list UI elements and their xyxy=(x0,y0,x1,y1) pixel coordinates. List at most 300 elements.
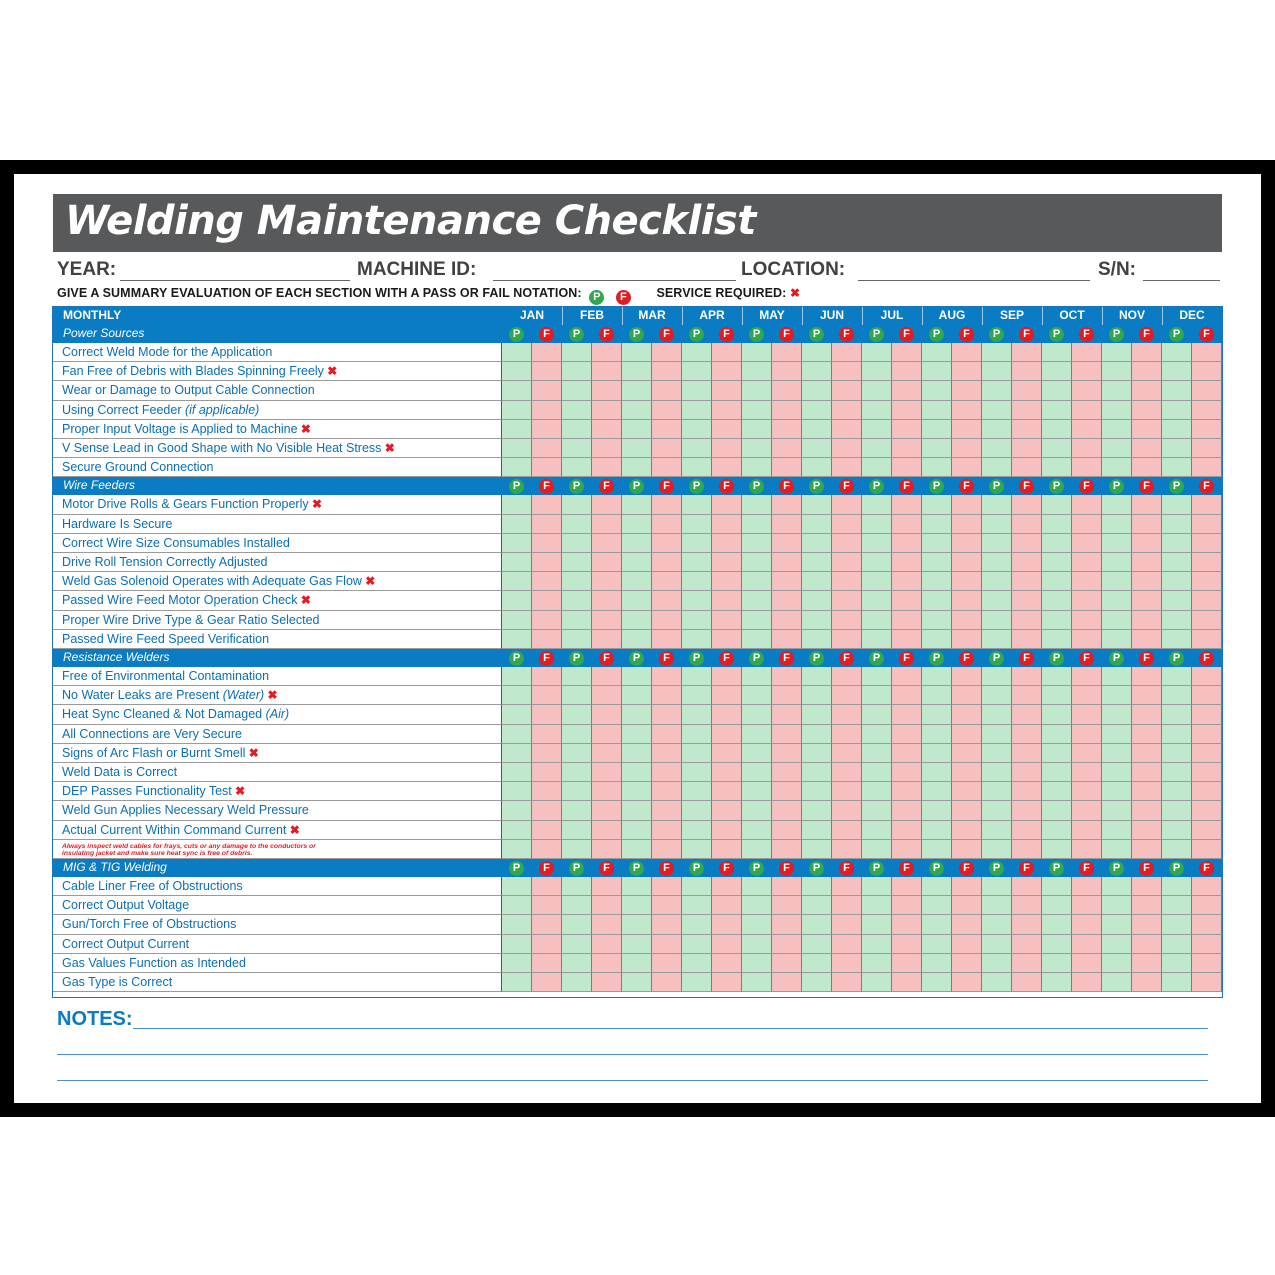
fail-cell[interactable] xyxy=(592,782,622,801)
fail-cell[interactable] xyxy=(952,420,982,439)
fail-badge[interactable]: F xyxy=(719,651,734,666)
fail-cell[interactable] xyxy=(712,591,742,610)
pass-cell[interactable] xyxy=(1162,534,1192,553)
pass-cell[interactable] xyxy=(1042,495,1072,514)
fail-cell[interactable] xyxy=(1012,401,1042,420)
fail-cell[interactable] xyxy=(952,725,982,744)
pass-cell[interactable] xyxy=(1162,630,1192,649)
fail-cell[interactable] xyxy=(712,973,742,992)
pass-cell[interactable] xyxy=(682,439,712,458)
pass-cell[interactable] xyxy=(922,611,952,630)
pass-cell[interactable] xyxy=(562,630,592,649)
pass-cell[interactable] xyxy=(502,515,532,534)
pass-cell[interactable] xyxy=(622,744,652,763)
fail-cell[interactable] xyxy=(772,667,802,686)
pass-cell[interactable] xyxy=(982,686,1012,705)
fail-cell[interactable] xyxy=(772,534,802,553)
pass-cell[interactable] xyxy=(1102,667,1132,686)
fail-cell[interactable] xyxy=(532,782,562,801)
pass-cell[interactable] xyxy=(502,495,532,514)
pass-cell[interactable] xyxy=(562,686,592,705)
fail-cell[interactable] xyxy=(1132,439,1162,458)
fail-cell[interactable] xyxy=(532,763,562,782)
pass-cell[interactable] xyxy=(622,343,652,362)
fail-cell[interactable] xyxy=(892,611,922,630)
fail-cell[interactable] xyxy=(772,686,802,705)
fail-cell[interactable] xyxy=(532,877,562,896)
pass-cell[interactable] xyxy=(682,973,712,992)
fail-cell[interactable] xyxy=(592,611,622,630)
pass-cell[interactable] xyxy=(982,954,1012,973)
fail-cell[interactable] xyxy=(952,591,982,610)
pass-cell[interactable] xyxy=(562,954,592,973)
pass-cell[interactable] xyxy=(682,553,712,572)
pass-cell[interactable] xyxy=(922,954,952,973)
pass-cell[interactable] xyxy=(862,667,892,686)
fail-cell[interactable] xyxy=(892,801,922,820)
pass-cell[interactable] xyxy=(622,763,652,782)
fail-cell[interactable] xyxy=(1192,744,1222,763)
fail-cell[interactable] xyxy=(1072,705,1102,724)
fail-cell[interactable] xyxy=(772,877,802,896)
fail-cell[interactable] xyxy=(892,782,922,801)
fail-cell[interactable] xyxy=(832,782,862,801)
fail-cell[interactable] xyxy=(892,495,922,514)
fail-badge[interactable]: F xyxy=(659,327,674,342)
fail-cell[interactable] xyxy=(652,495,682,514)
pass-cell[interactable] xyxy=(922,515,952,534)
fail-cell[interactable] xyxy=(892,553,922,572)
pass-cell[interactable] xyxy=(622,381,652,400)
fail-badge[interactable]: F xyxy=(899,327,914,342)
pass-cell[interactable] xyxy=(862,381,892,400)
pass-cell[interactable] xyxy=(562,840,592,859)
fail-cell[interactable] xyxy=(1012,611,1042,630)
pass-cell[interactable] xyxy=(922,840,952,859)
fail-cell[interactable] xyxy=(532,343,562,362)
pass-cell[interactable] xyxy=(802,954,832,973)
pass-cell[interactable] xyxy=(1162,553,1192,572)
pass-cell[interactable] xyxy=(922,686,952,705)
fail-badge[interactable]: F xyxy=(839,479,854,494)
pass-cell[interactable] xyxy=(982,495,1012,514)
pass-cell[interactable] xyxy=(502,821,532,840)
pass-cell[interactable] xyxy=(922,935,952,954)
fail-badge[interactable]: F xyxy=(899,861,914,876)
fail-cell[interactable] xyxy=(592,954,622,973)
pass-cell[interactable] xyxy=(1102,705,1132,724)
fail-cell[interactable] xyxy=(1132,420,1162,439)
pass-cell[interactable] xyxy=(922,362,952,381)
fail-cell[interactable] xyxy=(1192,954,1222,973)
pass-cell[interactable] xyxy=(1042,821,1072,840)
fail-badge[interactable]: F xyxy=(839,861,854,876)
pass-cell[interactable] xyxy=(802,420,832,439)
fail-cell[interactable] xyxy=(532,667,562,686)
fail-cell[interactable] xyxy=(832,591,862,610)
pass-cell[interactable] xyxy=(682,420,712,439)
pass-cell[interactable] xyxy=(922,572,952,591)
pass-cell[interactable] xyxy=(1162,840,1192,859)
pass-cell[interactable] xyxy=(502,572,532,591)
pass-cell[interactable] xyxy=(1102,744,1132,763)
fail-cell[interactable] xyxy=(1192,591,1222,610)
pass-cell[interactable] xyxy=(622,896,652,915)
pass-cell[interactable] xyxy=(862,553,892,572)
fail-cell[interactable] xyxy=(952,801,982,820)
fail-cell[interactable] xyxy=(1012,667,1042,686)
fail-cell[interactable] xyxy=(712,343,742,362)
pass-badge[interactable]: P xyxy=(689,479,704,494)
pass-badge[interactable]: P xyxy=(1049,327,1064,342)
pass-cell[interactable] xyxy=(622,705,652,724)
pass-cell[interactable] xyxy=(502,611,532,630)
pass-cell[interactable] xyxy=(922,725,952,744)
fail-cell[interactable] xyxy=(532,534,562,553)
fail-cell[interactable] xyxy=(772,381,802,400)
fail-cell[interactable] xyxy=(1192,630,1222,649)
fail-cell[interactable] xyxy=(652,935,682,954)
fail-cell[interactable] xyxy=(712,725,742,744)
fail-cell[interactable] xyxy=(1012,877,1042,896)
fail-cell[interactable] xyxy=(952,763,982,782)
fail-cell[interactable] xyxy=(1192,725,1222,744)
pass-cell[interactable] xyxy=(982,611,1012,630)
pass-badge[interactable]: P xyxy=(509,327,524,342)
fail-cell[interactable] xyxy=(1132,630,1162,649)
pass-cell[interactable] xyxy=(802,973,832,992)
fail-cell[interactable] xyxy=(652,420,682,439)
pass-badge[interactable]: P xyxy=(509,651,524,666)
pass-badge[interactable]: P xyxy=(809,327,824,342)
fail-badge[interactable]: F xyxy=(1139,327,1154,342)
fail-cell[interactable] xyxy=(892,954,922,973)
fail-cell[interactable] xyxy=(652,591,682,610)
pass-badge[interactable]: P xyxy=(1169,479,1184,494)
pass-cell[interactable] xyxy=(1102,381,1132,400)
fail-cell[interactable] xyxy=(832,935,862,954)
fail-cell[interactable] xyxy=(832,534,862,553)
fail-cell[interactable] xyxy=(712,458,742,477)
fail-cell[interactable] xyxy=(1132,667,1162,686)
fail-cell[interactable] xyxy=(892,401,922,420)
fail-cell[interactable] xyxy=(892,591,922,610)
fail-cell[interactable] xyxy=(712,744,742,763)
pass-cell[interactable] xyxy=(742,801,772,820)
pass-cell[interactable] xyxy=(742,954,772,973)
fail-cell[interactable] xyxy=(952,495,982,514)
pass-cell[interactable] xyxy=(982,801,1012,820)
pass-cell[interactable] xyxy=(862,744,892,763)
pass-cell[interactable] xyxy=(562,611,592,630)
fail-cell[interactable] xyxy=(772,495,802,514)
pass-cell[interactable] xyxy=(802,534,832,553)
fail-cell[interactable] xyxy=(1072,362,1102,381)
fail-cell[interactable] xyxy=(1072,630,1102,649)
fail-cell[interactable] xyxy=(832,954,862,973)
pass-cell[interactable] xyxy=(502,915,532,934)
pass-cell[interactable] xyxy=(922,896,952,915)
pass-cell[interactable] xyxy=(1162,458,1192,477)
fail-cell[interactable] xyxy=(592,553,622,572)
fail-badge[interactable]: F xyxy=(719,479,734,494)
fail-cell[interactable] xyxy=(952,935,982,954)
pass-cell[interactable] xyxy=(562,877,592,896)
pass-cell[interactable] xyxy=(742,439,772,458)
fail-cell[interactable] xyxy=(1192,611,1222,630)
fail-cell[interactable] xyxy=(592,686,622,705)
pass-cell[interactable] xyxy=(982,973,1012,992)
pass-cell[interactable] xyxy=(562,420,592,439)
fail-cell[interactable] xyxy=(1072,725,1102,744)
pass-badge[interactable]: P xyxy=(1109,651,1124,666)
fail-cell[interactable] xyxy=(592,515,622,534)
fail-cell[interactable] xyxy=(652,534,682,553)
fail-cell[interactable] xyxy=(832,725,862,744)
fail-cell[interactable] xyxy=(1192,801,1222,820)
fail-cell[interactable] xyxy=(1072,935,1102,954)
fail-cell[interactable] xyxy=(592,896,622,915)
fail-badge[interactable]: F xyxy=(839,651,854,666)
pass-cell[interactable] xyxy=(802,553,832,572)
pass-cell[interactable] xyxy=(622,973,652,992)
pass-cell[interactable] xyxy=(562,935,592,954)
pass-cell[interactable] xyxy=(742,362,772,381)
fail-cell[interactable] xyxy=(1132,401,1162,420)
pass-cell[interactable] xyxy=(502,877,532,896)
fail-cell[interactable] xyxy=(1072,515,1102,534)
fail-cell[interactable] xyxy=(592,401,622,420)
fail-cell[interactable] xyxy=(1132,896,1162,915)
pass-cell[interactable] xyxy=(982,821,1012,840)
fail-cell[interactable] xyxy=(952,630,982,649)
pass-cell[interactable] xyxy=(862,935,892,954)
fail-badge[interactable]: F xyxy=(779,861,794,876)
pass-cell[interactable] xyxy=(862,840,892,859)
fail-badge[interactable]: F xyxy=(1019,651,1034,666)
fail-badge[interactable]: F xyxy=(899,651,914,666)
fail-badge[interactable]: F xyxy=(719,327,734,342)
fail-cell[interactable] xyxy=(1012,782,1042,801)
pass-cell[interactable] xyxy=(1042,458,1072,477)
pass-cell[interactable] xyxy=(502,381,532,400)
pass-cell[interactable] xyxy=(562,782,592,801)
pass-cell[interactable] xyxy=(742,515,772,534)
fail-cell[interactable] xyxy=(952,401,982,420)
pass-cell[interactable] xyxy=(742,744,772,763)
pass-cell[interactable] xyxy=(682,534,712,553)
pass-cell[interactable] xyxy=(1042,591,1072,610)
pass-cell[interactable] xyxy=(1042,439,1072,458)
fail-cell[interactable] xyxy=(772,725,802,744)
fail-cell[interactable] xyxy=(1192,495,1222,514)
fail-cell[interactable] xyxy=(772,763,802,782)
pass-cell[interactable] xyxy=(982,744,1012,763)
pass-cell[interactable] xyxy=(862,954,892,973)
fail-cell[interactable] xyxy=(1192,821,1222,840)
pass-cell[interactable] xyxy=(802,458,832,477)
fail-badge[interactable]: F xyxy=(539,327,554,342)
fail-cell[interactable] xyxy=(1132,572,1162,591)
pass-cell[interactable] xyxy=(562,381,592,400)
fail-cell[interactable] xyxy=(1012,591,1042,610)
pass-cell[interactable] xyxy=(562,801,592,820)
pass-cell[interactable] xyxy=(862,401,892,420)
pass-cell[interactable] xyxy=(502,458,532,477)
pass-cell[interactable] xyxy=(1162,572,1192,591)
fail-cell[interactable] xyxy=(652,744,682,763)
fail-cell[interactable] xyxy=(892,821,922,840)
fail-cell[interactable] xyxy=(532,572,562,591)
pass-cell[interactable] xyxy=(1102,362,1132,381)
fail-badge[interactable]: F xyxy=(779,651,794,666)
fail-cell[interactable] xyxy=(832,763,862,782)
pass-cell[interactable] xyxy=(682,821,712,840)
pass-badge[interactable]: P xyxy=(869,861,884,876)
pass-badge[interactable]: P xyxy=(689,327,704,342)
fail-cell[interactable] xyxy=(652,611,682,630)
fail-cell[interactable] xyxy=(592,630,622,649)
pass-cell[interactable] xyxy=(502,362,532,381)
fail-cell[interactable] xyxy=(772,973,802,992)
fail-cell[interactable] xyxy=(1132,840,1162,859)
fail-cell[interactable] xyxy=(652,821,682,840)
fail-cell[interactable] xyxy=(1012,973,1042,992)
pass-cell[interactable] xyxy=(502,744,532,763)
fail-cell[interactable] xyxy=(1072,896,1102,915)
fail-cell[interactable] xyxy=(892,744,922,763)
pass-cell[interactable] xyxy=(502,667,532,686)
pass-cell[interactable] xyxy=(922,763,952,782)
pass-cell[interactable] xyxy=(862,420,892,439)
pass-badge[interactable]: P xyxy=(749,861,764,876)
pass-cell[interactable] xyxy=(1162,821,1192,840)
fail-cell[interactable] xyxy=(532,362,562,381)
pass-cell[interactable] xyxy=(682,896,712,915)
pass-badge[interactable]: P xyxy=(629,479,644,494)
fail-cell[interactable] xyxy=(1072,667,1102,686)
pass-badge[interactable]: P xyxy=(869,651,884,666)
fail-cell[interactable] xyxy=(952,877,982,896)
fail-cell[interactable] xyxy=(712,401,742,420)
pass-cell[interactable] xyxy=(622,420,652,439)
pass-cell[interactable] xyxy=(1042,896,1072,915)
pass-cell[interactable] xyxy=(502,954,532,973)
location-field[interactable] xyxy=(858,280,1090,281)
pass-cell[interactable] xyxy=(982,935,1012,954)
pass-cell[interactable] xyxy=(922,667,952,686)
fail-cell[interactable] xyxy=(1072,553,1102,572)
fail-cell[interactable] xyxy=(1012,763,1042,782)
pass-cell[interactable] xyxy=(742,343,772,362)
fail-cell[interactable] xyxy=(532,611,562,630)
fail-badge[interactable]: F xyxy=(1199,327,1214,342)
pass-cell[interactable] xyxy=(502,725,532,744)
fail-cell[interactable] xyxy=(1132,495,1162,514)
pass-cell[interactable] xyxy=(802,686,832,705)
pass-cell[interactable] xyxy=(1042,954,1072,973)
pass-cell[interactable] xyxy=(862,973,892,992)
pass-cell[interactable] xyxy=(1102,821,1132,840)
pass-cell[interactable] xyxy=(1042,381,1072,400)
fail-cell[interactable] xyxy=(832,495,862,514)
fail-cell[interactable] xyxy=(892,343,922,362)
fail-cell[interactable] xyxy=(892,458,922,477)
pass-cell[interactable] xyxy=(562,458,592,477)
pass-cell[interactable] xyxy=(862,572,892,591)
pass-cell[interactable] xyxy=(742,763,772,782)
pass-cell[interactable] xyxy=(562,973,592,992)
fail-cell[interactable] xyxy=(1072,401,1102,420)
fail-cell[interactable] xyxy=(772,782,802,801)
pass-cell[interactable] xyxy=(502,705,532,724)
pass-cell[interactable] xyxy=(1102,515,1132,534)
fail-cell[interactable] xyxy=(1012,362,1042,381)
fail-cell[interactable] xyxy=(652,667,682,686)
fail-cell[interactable] xyxy=(592,420,622,439)
fail-cell[interactable] xyxy=(1012,630,1042,649)
fail-cell[interactable] xyxy=(952,667,982,686)
pass-cell[interactable] xyxy=(622,840,652,859)
pass-cell[interactable] xyxy=(682,611,712,630)
fail-cell[interactable] xyxy=(1132,877,1162,896)
pass-cell[interactable] xyxy=(922,343,952,362)
pass-badge[interactable]: P xyxy=(689,861,704,876)
fail-cell[interactable] xyxy=(1132,954,1162,973)
pass-cell[interactable] xyxy=(1042,420,1072,439)
pass-cell[interactable] xyxy=(802,782,832,801)
pass-cell[interactable] xyxy=(742,553,772,572)
fail-cell[interactable] xyxy=(952,821,982,840)
pass-cell[interactable] xyxy=(742,401,772,420)
pass-cell[interactable] xyxy=(862,821,892,840)
pass-cell[interactable] xyxy=(1102,915,1132,934)
fail-cell[interactable] xyxy=(652,840,682,859)
pass-cell[interactable] xyxy=(862,915,892,934)
fail-badge[interactable]: F xyxy=(659,651,674,666)
fail-badge[interactable]: F xyxy=(1019,327,1034,342)
pass-cell[interactable] xyxy=(1162,686,1192,705)
pass-cell[interactable] xyxy=(862,495,892,514)
pass-cell[interactable] xyxy=(562,591,592,610)
pass-badge[interactable]: P xyxy=(509,861,524,876)
fail-cell[interactable] xyxy=(1072,534,1102,553)
pass-badge[interactable]: P xyxy=(1049,651,1064,666)
fail-cell[interactable] xyxy=(532,439,562,458)
fail-cell[interactable] xyxy=(1072,495,1102,514)
pass-cell[interactable] xyxy=(1102,401,1132,420)
pass-badge[interactable]: P xyxy=(809,479,824,494)
fail-cell[interactable] xyxy=(1132,553,1162,572)
pass-cell[interactable] xyxy=(682,915,712,934)
pass-cell[interactable] xyxy=(622,611,652,630)
pass-badge[interactable]: P xyxy=(929,651,944,666)
pass-cell[interactable] xyxy=(742,630,772,649)
pass-cell[interactable] xyxy=(982,896,1012,915)
fail-cell[interactable] xyxy=(652,515,682,534)
fail-cell[interactable] xyxy=(1012,915,1042,934)
pass-cell[interactable] xyxy=(862,591,892,610)
fail-cell[interactable] xyxy=(1132,381,1162,400)
fail-badge[interactable]: F xyxy=(1199,479,1214,494)
fail-cell[interactable] xyxy=(1012,744,1042,763)
fail-cell[interactable] xyxy=(1192,401,1222,420)
fail-cell[interactable] xyxy=(1192,935,1222,954)
fail-cell[interactable] xyxy=(1192,362,1222,381)
pass-cell[interactable] xyxy=(802,495,832,514)
pass-cell[interactable] xyxy=(922,973,952,992)
fail-cell[interactable] xyxy=(712,667,742,686)
